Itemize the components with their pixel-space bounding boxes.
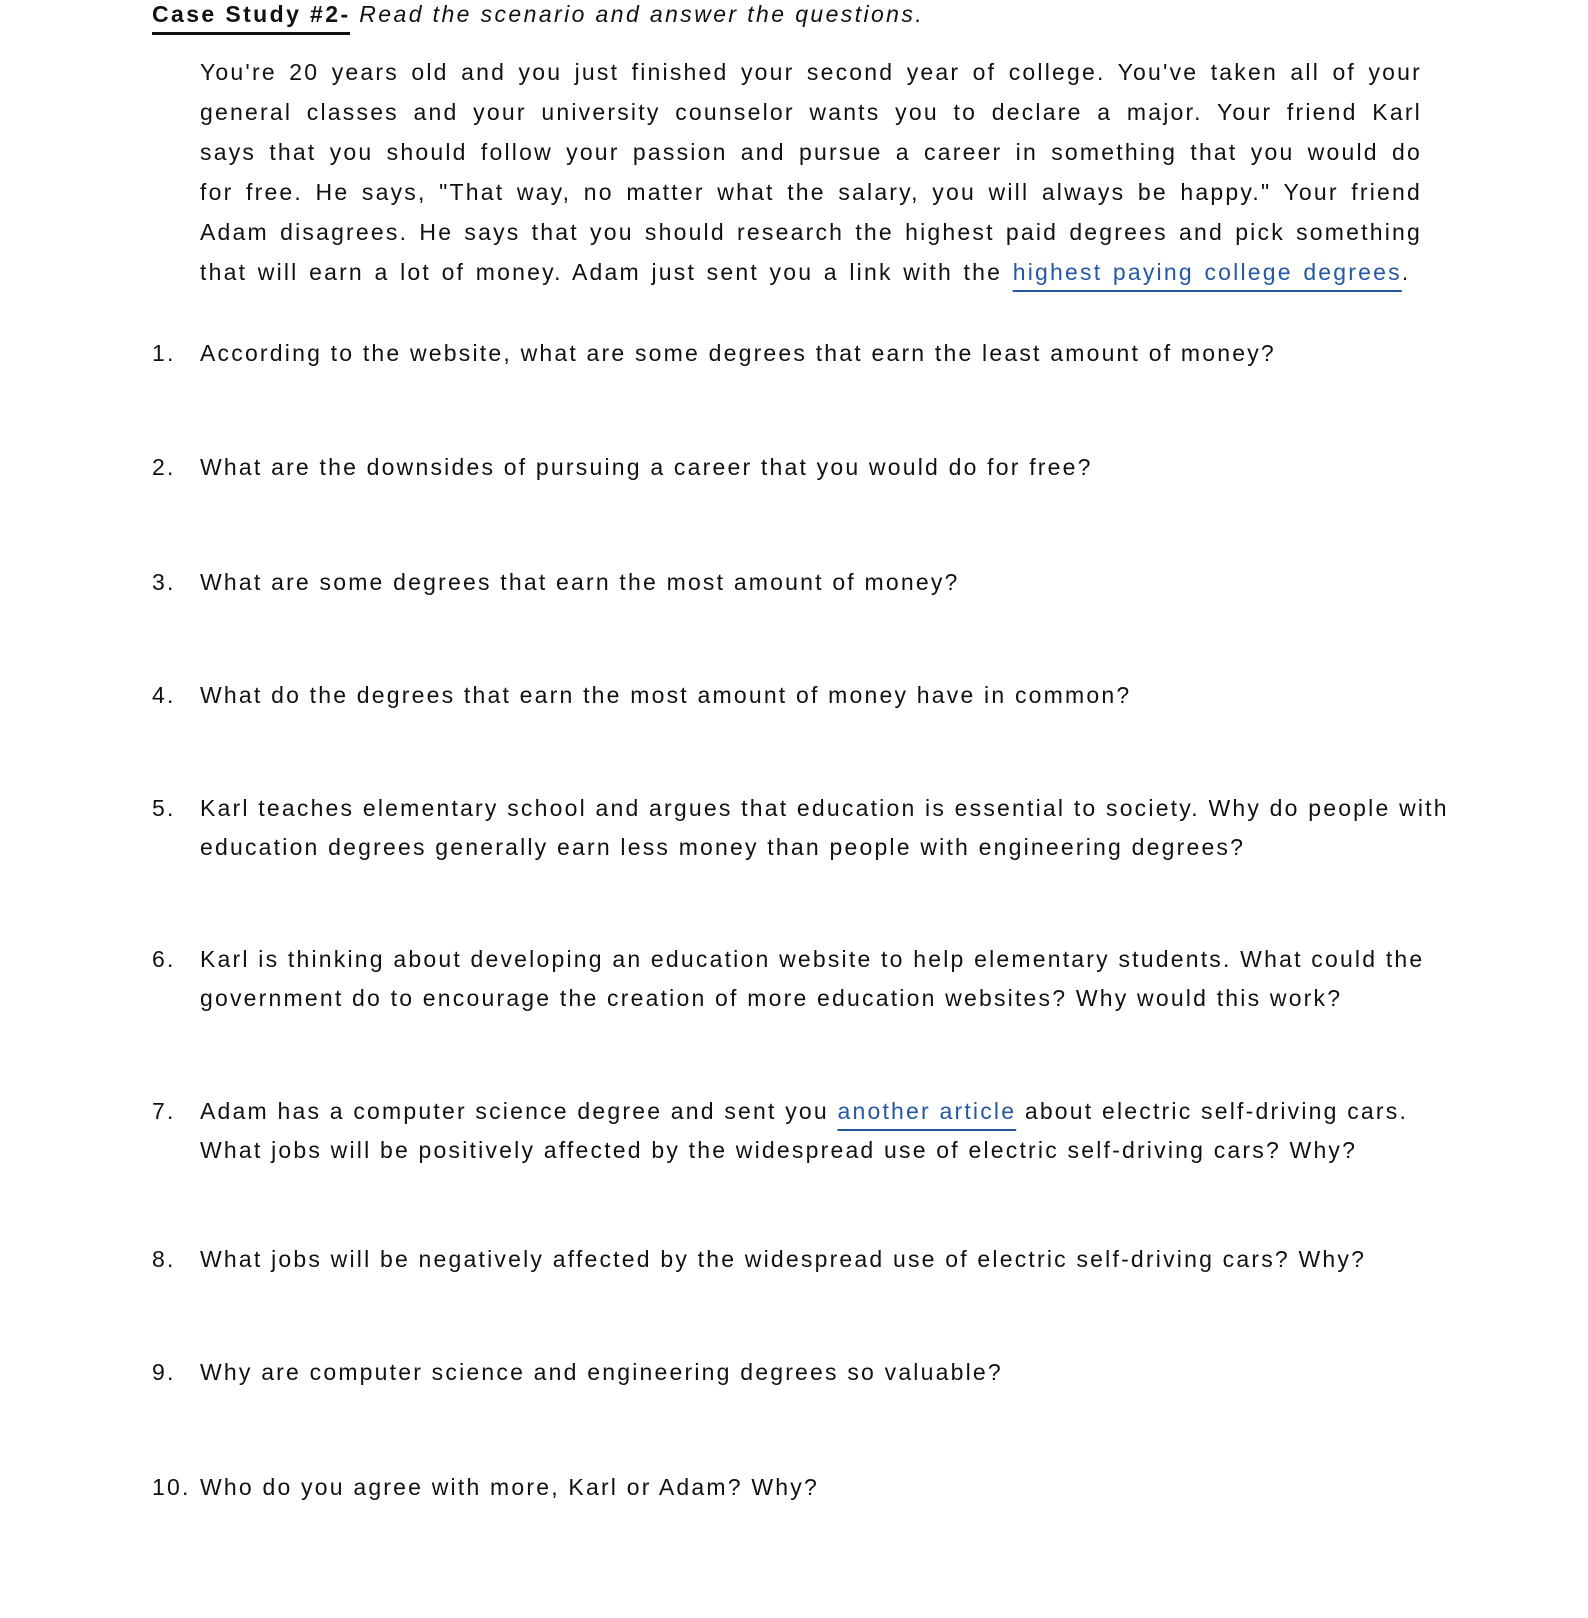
question-1: [152, 334, 1452, 373]
question-10: [152, 1468, 1452, 1507]
scenario-paragraph: [200, 52, 1422, 292]
question-text: What do the degrees that earn the most amount of money have in common?: [200, 682, 1132, 708]
question-number: 10.: [152, 1474, 191, 1500]
question-6: [152, 940, 1452, 1018]
scenario-text: You're 20 years old and you just finished your second year of college. You've taken all of your general classes and your university counselor wants you to declare a major. Your friend Karl says that you should follow your passion and pursue a career in something that you would do for free. He says, "That way, no matter what the salary, you will always be happy." Your friend Adam disagrees. He says that you should research the highest paid degrees and pick something that will earn a lot of money. Adam just sent you a link with the: [200, 59, 1422, 285]
question-text: Karl is thinking about developing an education website to help elementary students. What could the government do to encourage the creation of more education websites? Why would this work?: [200, 946, 1425, 1011]
question-number: 6.: [152, 946, 176, 972]
case-study-title: Case Study #2-: [152, 1, 351, 27]
question-text: According to the website, what are some degrees that earn the least amount of money?: [200, 340, 1276, 366]
case-study-instructions: Read the scenario and answer the questions.: [359, 1, 925, 27]
question-text-end: about electric self-driving cars. What jobs will be positively affected by the widespread use of electric self-driving cars? Why?: [200, 1098, 1409, 1163]
another-article-link[interactable]: another article: [837, 1098, 1017, 1124]
question-7: [152, 1092, 1452, 1170]
question-number: 1.: [152, 340, 176, 366]
question-text: Who do you agree with more, Karl or Adam? Why?: [200, 1474, 819, 1500]
highest-paying-degrees-link[interactable]: highest paying college degrees: [1012, 259, 1402, 285]
question-number: 3.: [152, 569, 176, 595]
question-text: What are some degrees that earn the most amount of money?: [200, 569, 960, 595]
question-number: 9.: [152, 1359, 176, 1385]
scenario-text-end: .: [1401, 259, 1411, 285]
question-text-start: Adam has a computer science degree and sent you: [200, 1098, 838, 1124]
question-text: What jobs will be negatively affected by the widespread use of electric self-driving cars? Why?: [200, 1246, 1367, 1272]
question-text: Karl teaches elementary school and argues that education is essential to society. Why do people with education degrees generally earn less money than people with engineering degrees?: [200, 795, 1449, 860]
case-study-heading: [152, 0, 924, 28]
question-5: [152, 789, 1452, 867]
question-text: [200, 1092, 1450, 1170]
question-number: 5.: [152, 795, 176, 821]
question-2: [152, 448, 1452, 487]
question-number: 4.: [152, 682, 176, 708]
question-number: 2.: [152, 454, 176, 480]
question-number: 7.: [152, 1098, 176, 1124]
question-8: [152, 1240, 1452, 1279]
question-text: Why are computer science and engineering degrees so valuable?: [200, 1359, 1003, 1385]
question-4: [152, 676, 1452, 715]
question-3: [152, 563, 1452, 602]
question-text: What are the downsides of pursuing a career that you would do for free?: [200, 454, 1093, 480]
question-number: 8.: [152, 1246, 176, 1272]
question-9: [152, 1353, 1452, 1392]
